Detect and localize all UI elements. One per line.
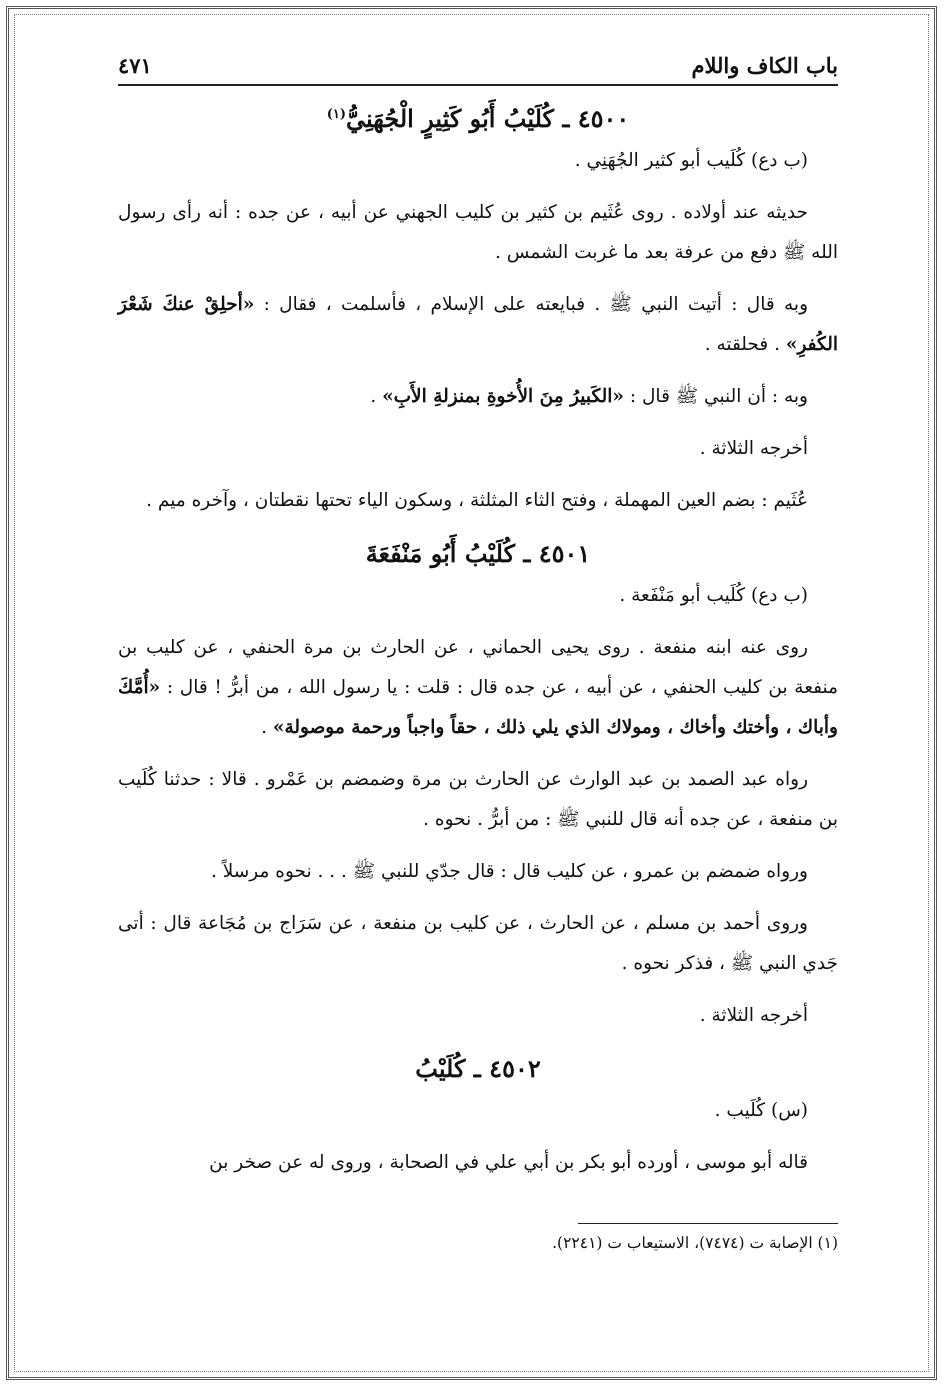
footnote: (١) الإصابة ت (٧٤٧٤)، الاستيعاب ت (٢٢٤١). [552,1234,838,1252]
paragraph [118,377,838,417]
paragraph: حديثه عند أولاده . روى عُثَيم بن كثير بن كليب الجهني عن أبيه ، عن جده : أنه رأى رسول الله ﷺ دفع من عرفة بعد ما غربت الشمس . [118,202,838,263]
text: وبه قال : أتيت النبي ﷺ . فبايعته على الإسلام ، فأسلمت ، فقال : [254,294,808,315]
paragraph: رواه عبد الصمد بن عبد الوارث عن الحارث بن مرة وضمضم بن عَمْرو . قالا : حدثنا كُلَيب بن منفعة ، عن جده أنه قال للنبي ﷺ : من أبرُّ . نحوه . [118,769,838,830]
paragraph: أخرجه الثلاثة . [699,1005,808,1026]
text: . [261,717,273,738]
paragraph: قاله أبو موسى ، أورده أبو بكر بن أبي علي في الصحابة ، وروى له عن صخر بن [209,1152,808,1173]
paragraph: (ب دع) كُلَيب أبو مَنْفَعة . [619,585,808,606]
hadith-quote: «أُمَّكَ وأباك ، وأختك وأخاك ، ومولاك الذي يلي ذلك ، حقاً واجباً ورحمة موصولة» [118,677,838,738]
running-title: باب الكاف واللام [691,53,838,78]
text: . فحلقته . [704,334,786,355]
hadith-quote: «أحلِقْ عنكَ شَعْرَ الكُفرِ» [118,294,838,355]
entry-title-4502: ٤٥٠٢ ـ كُلَيْبُ [415,1054,541,1083]
hadith-quote: «الكَبيرُ مِنَ الأُخوةِ بمنزلةِ الأَبِ» [382,386,624,407]
entry-title-4500 [118,104,838,133]
document-page [118,40,838,1258]
footnote-rule [578,1223,838,1224]
text: وبه : أن النبي ﷺ قال : [624,386,808,407]
text: روى عنه ابنه منفعة . روى يحيى الحماني ، عن الحارث بن مرة الحنفي ، عن كليب بن منفعة بن كليب الحنفي ، عن أبيه ، عن جده قال : قلت : يا رسول الله ، من أبرُّ ! قال : [118,637,838,698]
paragraph: (س) كُلَيب . [714,1100,808,1121]
page-header [118,40,838,86]
entry-title-text: ٤٥٠٠ ـ كُلَيْبُ أَبُو كَثِيرٍ الْجُهَنِيُّ [346,104,630,133]
entry-title-4501: ٤٥٠١ ـ كُلَيْبُ أَبُو مَنْفَعَةَ [365,539,591,568]
footnote-marker: (١) [326,107,347,122]
paragraph: عُثَيم : بضم العين المهملة ، وفتح الثاء المثلثة ، وسكون الياء تحتها نقطتان ، وآخره ميم . [146,490,808,511]
paragraph [118,285,838,365]
paragraph: ورواه ضمضم بن عمرو ، عن كليب قال : قال جدّي للنبي ﷺ . . . نحوه مرسلاً . [210,861,808,882]
paragraph: (ب دع) كُلَيب أبو كثير الجُهَنِي . [574,150,808,171]
page-number: ٤٧١ [118,53,152,78]
text: . [370,386,383,407]
paragraph [118,628,838,748]
paragraph: وروى أحمد بن مسلم ، عن الحارث ، عن كليب بن منفعة ، عن سَرَاج بن مُجَاعة قال : أتى جَدي النبي ﷺ ، فذكر نحوه . [118,913,838,974]
paragraph: أخرجه الثلاثة . [699,438,808,459]
